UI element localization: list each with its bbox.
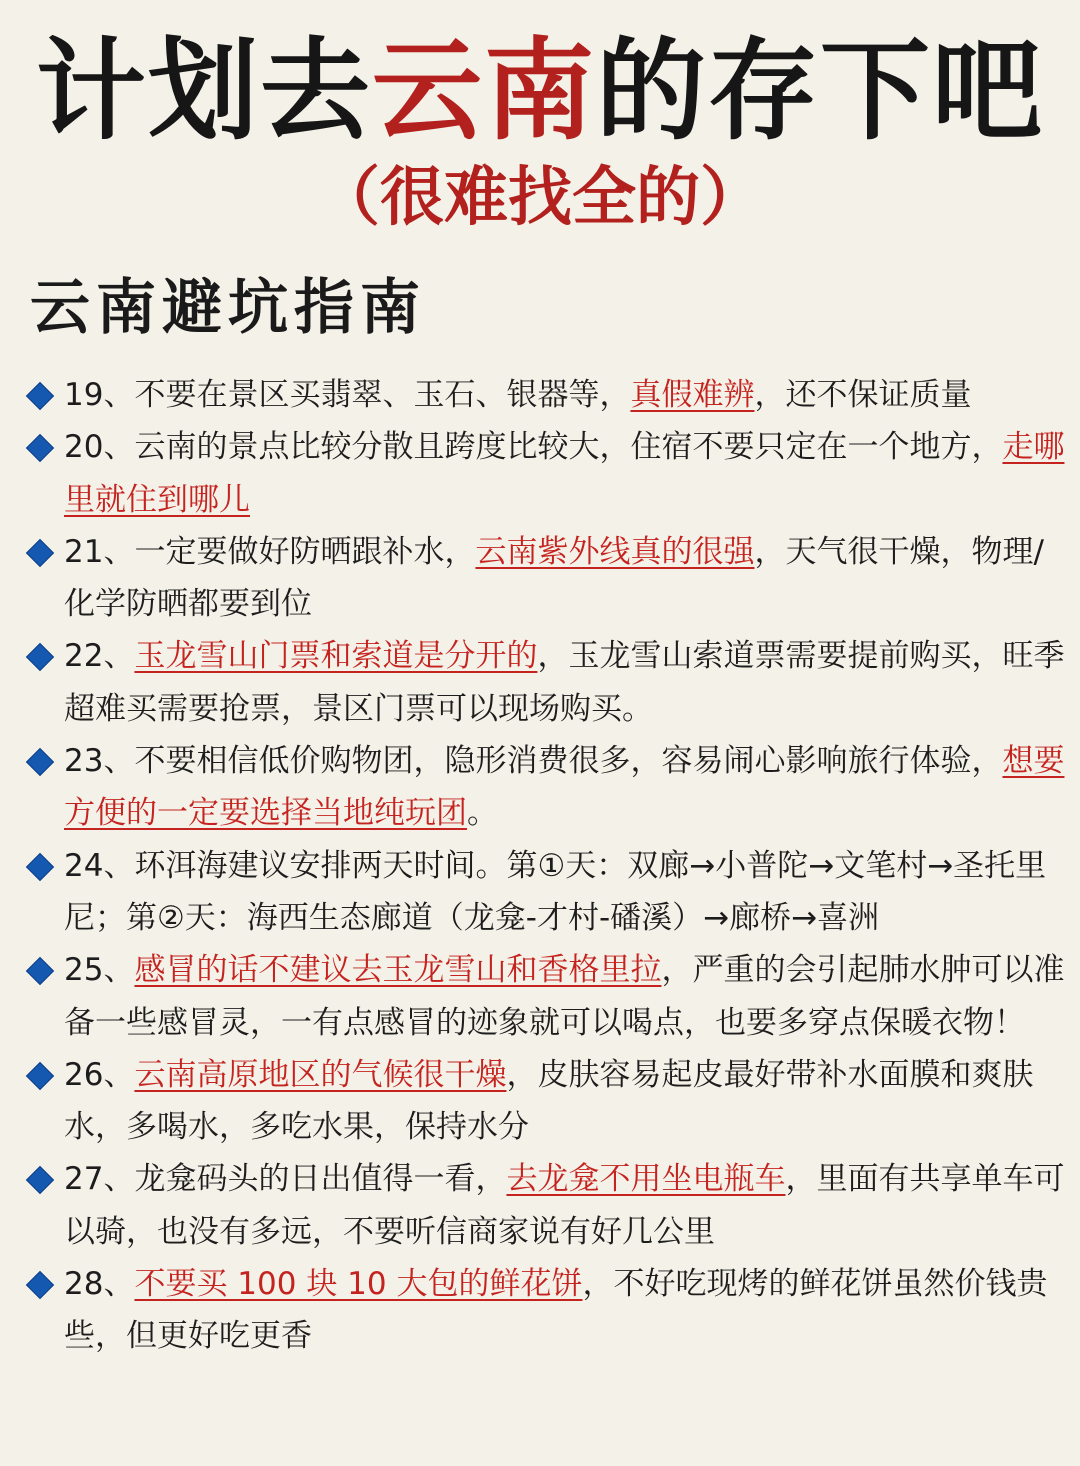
tip-text: 不要相信低价购物团，隐形消费很多，容易闹心影响旅行体验，: [134, 743, 1003, 780]
tip-text: ，天气很干燥，物理/化学防晒都要到位: [64, 533, 1044, 623]
tip-number: 24、: [64, 847, 135, 884]
blue-diamond-icon: [26, 748, 54, 776]
tip-text: 云南的景点比较分散且跨度比较大，住宿不要只定在一个地方，: [134, 429, 1003, 466]
tip-text: ，严重的会引起肺水肿可以准备一些感冒灵，一有点感冒的迹象就可以喝点，也要多穿点保暖衣物！: [64, 952, 1065, 1041]
tip-highlight: 去龙龛不用坐电瓶车: [506, 1161, 786, 1198]
tip-text: 。: [467, 795, 498, 832]
tip-number: 21、: [64, 533, 135, 570]
title-suffix: 的存下吧: [596, 27, 1044, 155]
tip-highlight: 感冒的话不建议去玉龙雪山和香格里拉: [134, 952, 662, 989]
tip-number: 22、: [64, 638, 135, 675]
tip-item: [26, 526, 1066, 631]
tip-item: [26, 1049, 1066, 1154]
blue-diamond-icon: [26, 1271, 54, 1299]
tip-text: 龙龛码头的日出值得一看，: [134, 1161, 507, 1198]
tip-highlight: 真假难辨: [630, 377, 755, 413]
tip-number: 25、: [64, 952, 135, 989]
tip-item: [26, 944, 1066, 1049]
blue-diamond-icon: [26, 643, 54, 671]
tip-item: [26, 421, 1066, 526]
tip-text: ，还不保证质量: [754, 377, 972, 413]
tip-number: 28、: [64, 1266, 135, 1303]
blue-diamond-icon: [26, 853, 54, 881]
tip-highlight: 不要买 100 块 10 大包的鲜花饼: [134, 1266, 583, 1303]
tip-item: [26, 840, 1066, 945]
tip-text: ，玉龙雪山索道票需要提前购买，旺季超难买需要抢票，景区门票可以现场购买。: [64, 638, 1065, 727]
blue-diamond-icon: [26, 434, 54, 462]
tip-highlight: 云南高原地区的气候很干燥: [134, 1056, 507, 1093]
blue-diamond-icon: [26, 382, 54, 410]
tip-number: 27、: [64, 1161, 135, 1198]
tip-number: 23、: [64, 743, 135, 780]
tip-text: 一定要做好防晒跟补水，: [134, 533, 476, 570]
title-accent: 云南: [372, 27, 596, 155]
section-heading: 云南避坑指南: [30, 273, 426, 343]
tip-item: [26, 1153, 1066, 1258]
tip-text: 不要在景区买翡翠、玉石、银器等，: [134, 377, 631, 413]
page-title: [0, 28, 1080, 155]
tip-item: [26, 1258, 1066, 1363]
tip-item: [26, 630, 1066, 735]
tip-highlight: 想要方便的一定要选择当地纯玩团: [64, 743, 1065, 832]
tip-highlight: 云南紫外线真的很强: [475, 533, 755, 570]
blue-diamond-icon: [26, 1166, 54, 1194]
tip-text: ，里面有共享单车可以骑，也没有多远，不要听信商家说有好几公里: [64, 1161, 1065, 1250]
tip-text: 环洱海建议安排两天时间。第①天：双廊→小普陀→文笔村→圣托里尼；第②天：海西生态廊道（龙龛-才村-磻溪）→廊桥→喜洲: [64, 847, 1047, 936]
tip-text: ，不好吃现烤的鲜花饼虽然价钱贵些，但更好吃更香: [64, 1266, 1048, 1355]
tip-number: 26、: [64, 1056, 135, 1093]
tip-highlight: 玉龙雪山门票和索道是分开的: [134, 638, 538, 675]
tip-item: [26, 735, 1066, 840]
tip-item: [26, 369, 1066, 421]
tip-highlight: 走哪里就住到哪儿: [64, 429, 1065, 518]
blue-diamond-icon: [26, 957, 54, 985]
blue-diamond-icon: [26, 539, 54, 567]
tip-text: ，皮肤容易起皮最好带补水面膜和爽肤水，多喝水，多吃水果，保持水分: [64, 1056, 1034, 1146]
tip-number: 20、: [64, 429, 135, 466]
title-prefix: 计划去: [36, 27, 372, 155]
tip-number: 19、: [64, 377, 135, 413]
blue-diamond-icon: [26, 1062, 54, 1090]
tips-list: [26, 369, 1066, 1363]
page-subtitle: （很难找全的）: [316, 161, 764, 235]
